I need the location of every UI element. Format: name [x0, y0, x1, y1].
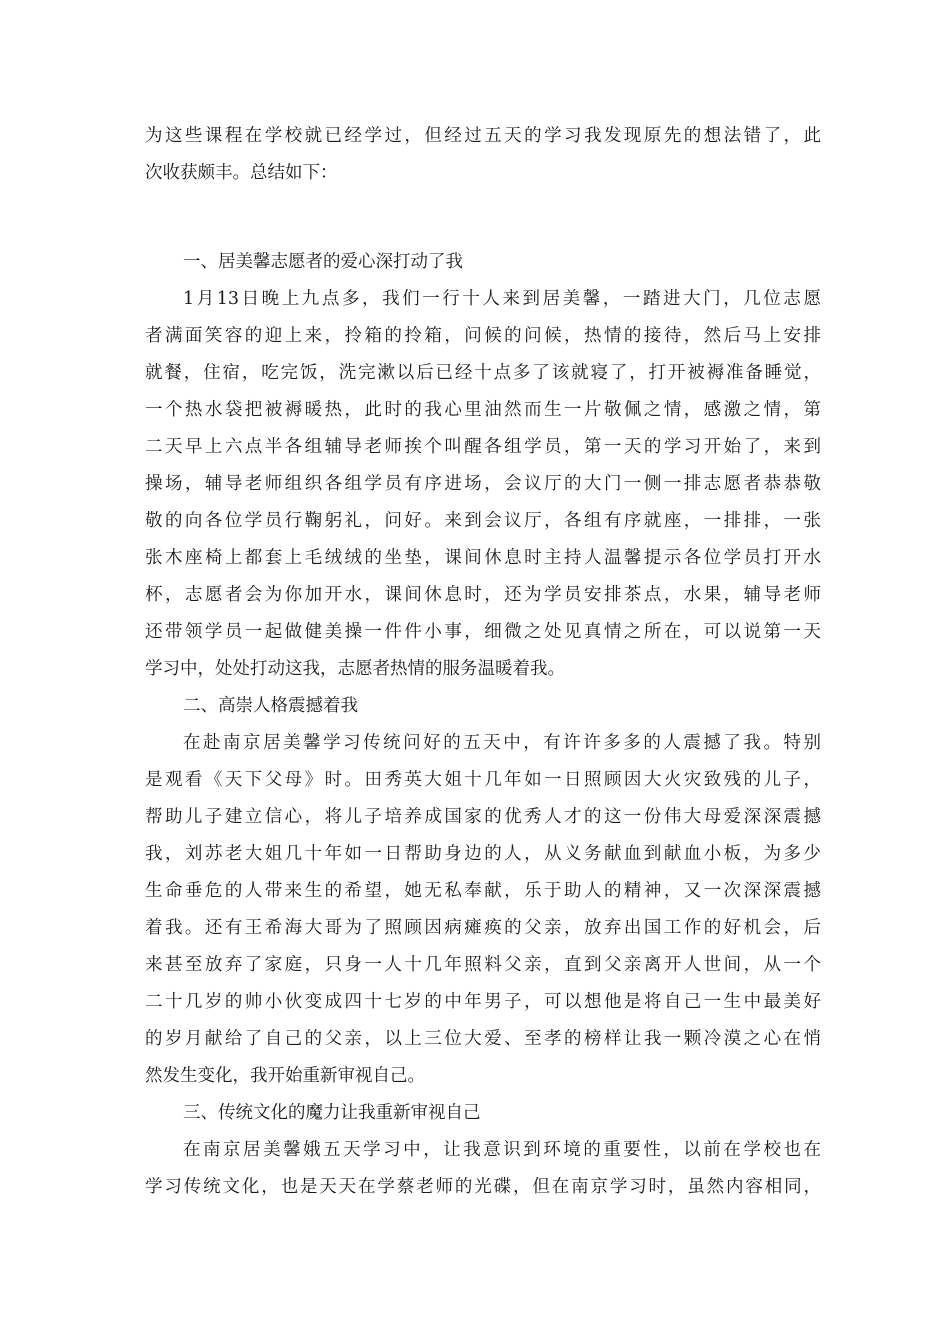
- section-1-line: 敬的向各位学员行鞠躬礼，问好。来到会议厅，各组有序就座，一排排，一张: [145, 511, 821, 531]
- intro-line-2: 次收获颇丰。总结如下：: [145, 163, 338, 183]
- document-page: [145, 118, 821, 1206]
- section-1-line: 就餐，住宿，吃完饭，洗完漱以后已经十点多了该就寝了，打开被褥准备睡觉，: [145, 363, 821, 383]
- section-1-line: 一个热水袋把被褥暖热，此时的我心里油然而生一片敬佩之情，感激之情，第: [145, 400, 821, 420]
- section-1-line: 学习中，处处打动这我，志愿者热情的服务温暖着我。: [145, 659, 565, 679]
- section-3-line: 学习传统文化，也是天天在学蔡老师的光碟，但在南京学习时，虽然内容相同，: [145, 1177, 821, 1197]
- section-2-line: 着我。还有王希海大哥为了照顾因病瘫痪的父亲，放弃出国工作的好机会，后: [145, 918, 821, 938]
- section-3-line: 在南京居美馨娥五天学习中，让我意识到环境的重要性，以前在学校也在: [183, 1140, 821, 1160]
- section-2-line: 在赴南京居美馨学习传统问好的五天中，有许许多多的人震撼了我。特别: [183, 733, 821, 753]
- paragraph-gap: [145, 192, 821, 244]
- section-2-line: 我，刘苏老大姐几十年如一日帮助身边的人，从义务献血到献血小板，为多少: [145, 844, 821, 864]
- section-2-line: 是观看《天下父母》时。田秀英大姐十几年如一日照顾因大火灾致残的儿子，: [145, 770, 821, 790]
- section-2-line: 的岁月献给了自己的父亲，以上三位大爱、至孝的榜样让我一颗冷漠之心在悄: [145, 1029, 821, 1049]
- section-2-line: 然发生变化，我开始重新审视自己。: [145, 1066, 425, 1086]
- section-2-line: 生命垂危的人带来生的希望，她无私奉献，乐于助人的精神，又一次深深震撼: [145, 881, 821, 901]
- section-1-line: 张木座椅上都套上毛绒绒的坐垫，课间休息时主持人温馨提示各位学员打开水: [145, 548, 821, 568]
- section-1-line: 1月13日晚上九点多，我们一行十人来到居美馨，一踏进大门，几位志愿: [183, 289, 821, 309]
- section-1-line: 还带领学员一起做健美操一件件小事，细微之处见真情之所在，可以说第一天: [145, 622, 821, 642]
- section-1-line: 操场，辅导老师组织各组学员有序进场，会议厅的大门一侧一排志愿者恭恭敬: [145, 474, 821, 494]
- section-1-line: 杯，志愿者会为你加开水，课间休息时，还为学员安排茶点，水果，辅导老师: [145, 585, 821, 605]
- section-1-heading: 一、居美馨志愿者的爱心深打动了我: [183, 252, 463, 272]
- section-2-line: 二十几岁的帅小伙变成四十七岁的中年男子，可以想他是将自己一生中最美好: [145, 992, 821, 1012]
- section-1-line: 二天早上六点半各组辅导老师挨个叫醒各组学员，第一天的学习开始了，来到: [145, 437, 821, 457]
- section-1-line: 者满面笑容的迎上来，拎箱的拎箱，问候的问候，热情的接待，然后马上安排: [145, 326, 821, 346]
- section-2-line: 来甚至放弃了家庭，只身一人十几年照料父亲，直到父亲离开人世间，从一个: [145, 955, 821, 975]
- intro-line-1: 为这些课程在学校就已经学过，但经过五天的学习我发现原先的想法错了，此: [145, 126, 821, 146]
- section-3-heading: 三、传统文化的魔力让我重新审视自己: [183, 1103, 481, 1123]
- section-2-heading: 二、高崇人格震撼着我: [183, 696, 358, 716]
- section-2-line: 帮助儿子建立信心，将儿子培养成国家的优秀人才的这一份伟大母爱深深震撼: [145, 807, 821, 827]
